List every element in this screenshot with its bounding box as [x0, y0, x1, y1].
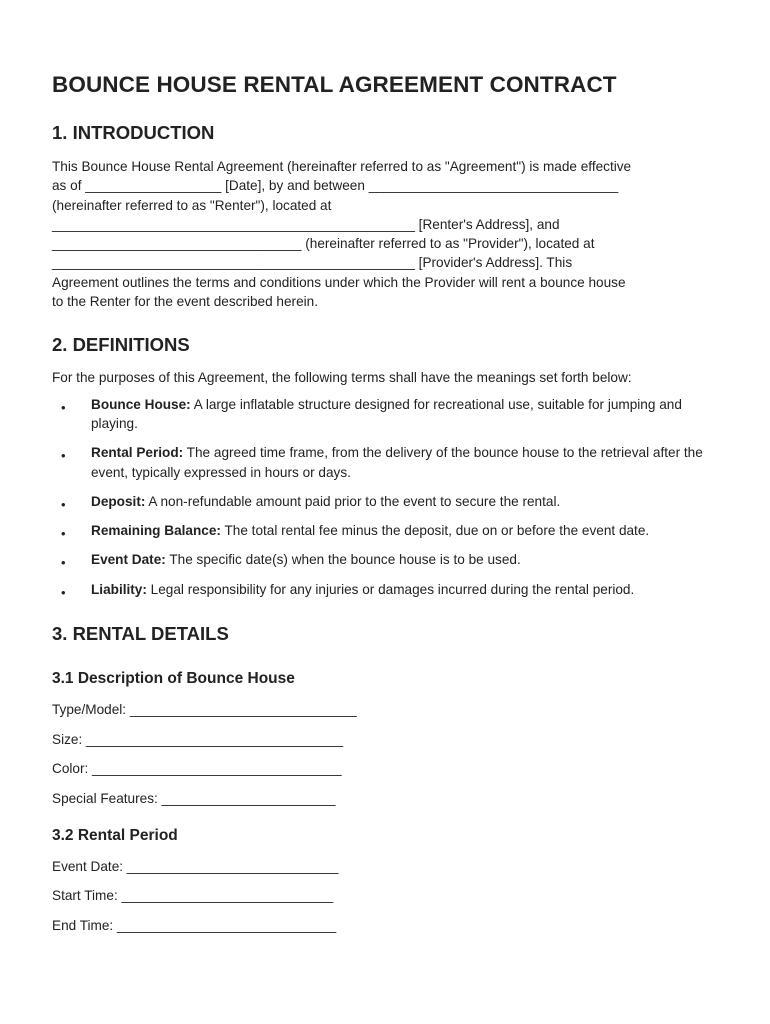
- definition-item: [52, 443, 718, 482]
- definition-term: Liability:: [91, 581, 147, 597]
- document-title: BOUNCE HOUSE RENTAL AGREEMENT CONTRACT: [52, 72, 617, 97]
- introduction-paragraph: This Bounce House Rental Agreement (hereinafter referred to as "Agreement") is made effective as of __________________ [Date], by and between _________________________________ (hereinafter referred to as "Renter"), located at ________________________________________________ [Renter's Address], and _________________________________ (hereinafter referred to as "Provider"), located at ________________________________________________ [Provider's Address]. This Agreement outlines the terms and conditions under which the Provider will rent a bounce house to the Renter for the event described herein.: [52, 159, 632, 310]
- subsection-heading-description: 3.1 Description of Bounce House: [52, 670, 295, 688]
- special-features-field: Special Features: _______________________: [52, 790, 336, 806]
- description-fields: [52, 700, 718, 808]
- definitions-lead: For the purposes of this Agreement, the following terms shall have the meanings set forth below:: [52, 370, 632, 386]
- type-model-field: Type/Model: ______________________________: [52, 702, 357, 718]
- start-time-field: Start Time: ____________________________: [52, 888, 334, 904]
- definition-item: [52, 580, 718, 599]
- definition-text: The specific date(s) when the bounce house is to be used.: [165, 552, 521, 568]
- definition-term: Rental Period:: [91, 445, 184, 461]
- bullet-icon: •: [61, 526, 66, 542]
- definition-item: [52, 492, 718, 511]
- bullet-icon: •: [61, 555, 66, 571]
- bullet-icon: •: [61, 584, 66, 600]
- color-field: Color: _________________________________: [52, 761, 342, 777]
- section-heading-definitions: 2. DEFINITIONS: [52, 334, 190, 356]
- bullet-icon: •: [61, 448, 66, 464]
- definition-text: A large inflatable structure designed for recreational use, suitable for jumping and playing.: [91, 396, 682, 431]
- definition-term: Event Date:: [91, 552, 166, 568]
- definition-term: Deposit:: [91, 493, 146, 509]
- end-time-field: End Time: _____________________________: [52, 917, 337, 933]
- definition-term: Bounce House:: [91, 396, 191, 412]
- bullet-icon: •: [61, 496, 66, 512]
- definition-text: Legal responsibility for any injuries or damages incurred during the rental period.: [146, 581, 635, 597]
- definition-text: A non-refundable amount paid prior to the event to secure the rental.: [145, 493, 561, 509]
- definition-term: Remaining Balance:: [91, 523, 221, 539]
- size-field: Size: __________________________________: [52, 731, 344, 747]
- definition-item: [52, 521, 718, 540]
- event-date-field: Event Date: ____________________________: [52, 858, 339, 874]
- rental-period-fields: [52, 857, 718, 935]
- definition-text: The total rental fee minus the deposit, due on or before the event date.: [220, 523, 650, 539]
- definition-item: [52, 395, 718, 434]
- section-heading-rental-details: 3. RENTAL DETAILS: [52, 623, 229, 645]
- definition-text: The agreed time frame, from the delivery of the bounce house to the retrieval after the event, typically expressed in hours or days.: [91, 445, 703, 480]
- section-heading-introduction: 1. INTRODUCTION: [52, 122, 215, 143]
- definition-item: [52, 550, 718, 569]
- bullet-icon: •: [61, 399, 66, 415]
- definitions-list: [52, 395, 718, 599]
- subsection-heading-rental-period: 3.2 Rental Period: [52, 826, 178, 844]
